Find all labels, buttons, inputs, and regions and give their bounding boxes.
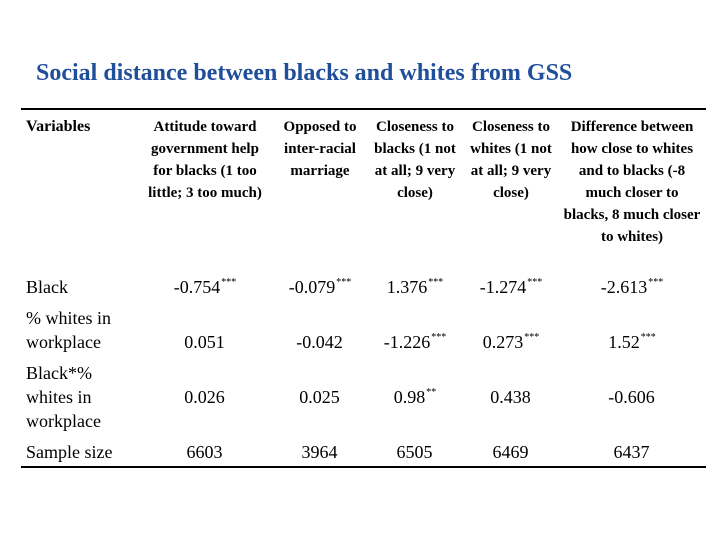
significance-stars: *** (527, 277, 543, 288)
significance-stars: *** (431, 332, 447, 343)
cell-value: 1.376 (386, 277, 428, 297)
table-cell (140, 385, 270, 409)
table-cell (466, 330, 556, 354)
table-cell (370, 385, 460, 409)
cell-value: -2.613 (600, 277, 648, 297)
cell-value: 0.026 (184, 387, 225, 407)
table-cell (562, 330, 702, 354)
table-cell (562, 275, 702, 299)
cell-value: -0.042 (296, 332, 343, 352)
significance-stars: *** (428, 277, 444, 288)
row-label-text: Black (26, 277, 68, 297)
significance-stars: *** (648, 277, 664, 288)
table-cell (272, 330, 368, 354)
header-col-1-label: Attitude toward government help for blacks (1 too little; 3 too much) (148, 119, 262, 201)
table-cell (466, 440, 556, 464)
row-label-whites-in-workplace (26, 306, 136, 354)
significance-stars: *** (336, 277, 352, 288)
table-cell (272, 385, 368, 409)
header-variables-label: Variables (26, 118, 91, 135)
cell-value: 0.98 (393, 387, 426, 407)
cell-value: -0.606 (608, 387, 655, 407)
header-col-3 (370, 116, 460, 204)
cell-value: 0.051 (184, 332, 225, 352)
row-label-black-x-whites-in-workplace (26, 361, 136, 433)
table-top-rule (21, 108, 706, 110)
table-cell (466, 275, 556, 299)
header-col-1 (140, 116, 270, 204)
header-col-2 (272, 116, 368, 182)
table-cell (140, 275, 270, 299)
cell-value: -0.079 (288, 277, 336, 297)
header-col-4 (466, 116, 556, 204)
significance-stars: *** (524, 332, 540, 343)
cell-value: -1.274 (479, 277, 527, 297)
cell-value: 6603 (186, 442, 223, 462)
row-label-text: Black*% whites in workplace (26, 363, 101, 431)
significance-stars: *** (640, 332, 656, 343)
header-col-4-label: Closeness to whites (1 not at all; 9 very close) (470, 119, 552, 201)
table-bottom-rule (21, 466, 706, 468)
cell-value: 6469 (492, 442, 529, 462)
table-cell (140, 440, 270, 464)
cell-value: 6505 (396, 442, 433, 462)
cell-value: 0.438 (490, 387, 531, 407)
header-col-3-label: Closeness to blacks (1 not at all; 9 very close) (374, 119, 456, 201)
cell-value: 0.025 (299, 387, 340, 407)
table-cell (272, 275, 368, 299)
row-label-sample-size (26, 440, 156, 464)
table-cell (140, 330, 270, 354)
table-cell (370, 330, 460, 354)
table-cell (562, 440, 702, 464)
page-title: Social distance between blacks and whites from GSS (36, 60, 573, 86)
table-cell (562, 385, 702, 409)
row-label-text: Sample size (26, 442, 113, 462)
header-col-5 (562, 116, 702, 248)
row-label-black (26, 275, 136, 299)
cell-value: -0.754 (173, 277, 221, 297)
cell-value: 1.52 (608, 332, 640, 352)
table-cell (370, 275, 460, 299)
table-cell (370, 440, 460, 464)
significance-stars: *** (221, 277, 237, 288)
header-col-2-label: Opposed to inter-racial marriage (283, 119, 357, 179)
cell-value: 0.273 (482, 332, 524, 352)
cell-value: -1.226 (383, 332, 431, 352)
cell-value: 6437 (613, 442, 650, 462)
table-cell (466, 385, 556, 409)
header-col-5-label: Difference between how close to whites and to blacks (-8 much closer to blacks, 8 much closer to whites) (563, 119, 701, 245)
header-variables (26, 116, 126, 138)
cell-value: 3964 (301, 442, 338, 462)
row-label-text: % whites in workplace (26, 308, 111, 352)
table-cell (272, 440, 368, 464)
significance-stars: ** (426, 387, 437, 398)
